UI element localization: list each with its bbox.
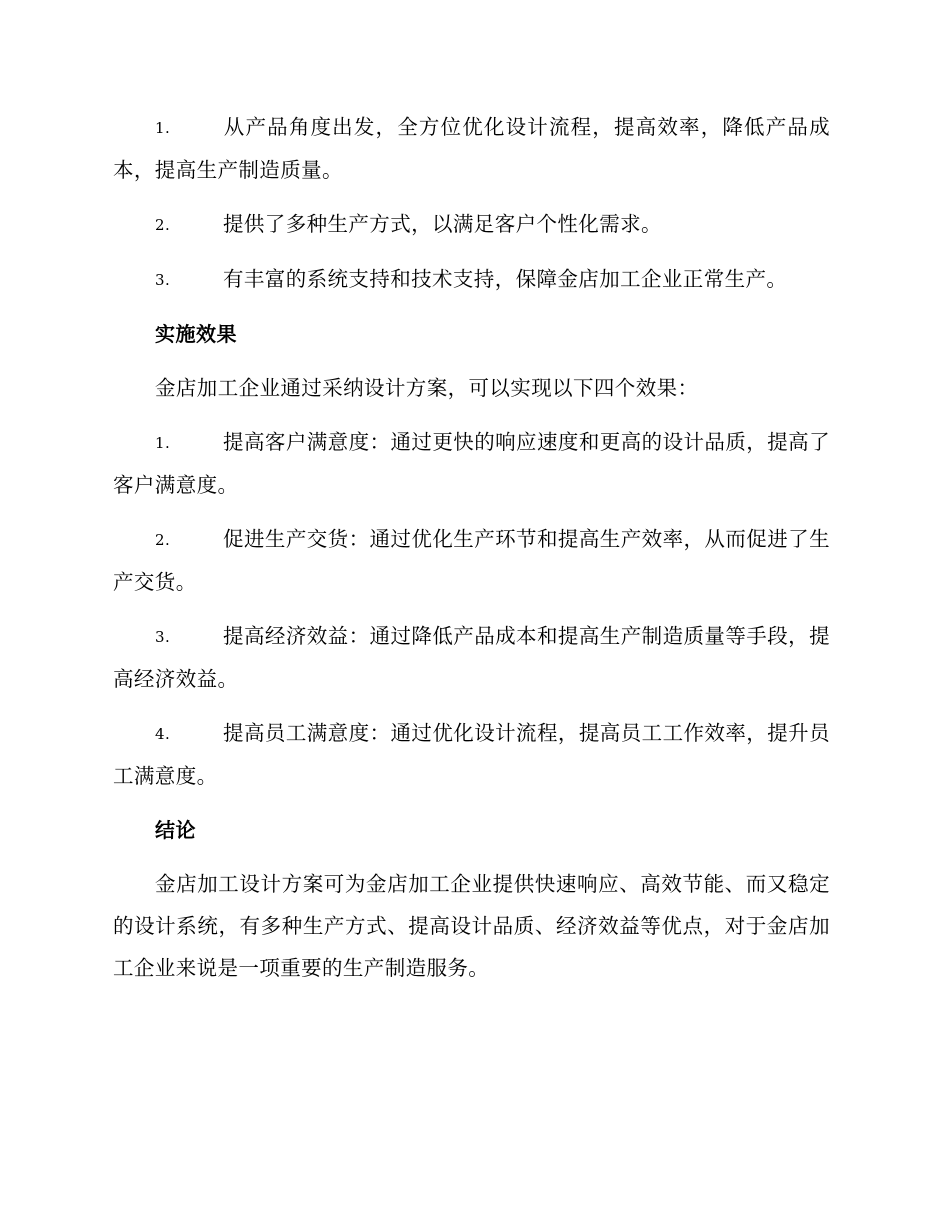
list-item-text: 提供了多种生产方式，以满足客户个性化需求。 <box>223 212 662 236</box>
list-item-text: 提高员工满意度：通过优化设计流程，提高员工工作效率，提升员工满意度。 <box>113 721 830 788</box>
list-item <box>113 712 830 797</box>
list-number: 1. <box>155 119 171 137</box>
list-item <box>113 518 830 603</box>
list-number: 2. <box>155 531 171 549</box>
list-item-text: 有丰富的系统支持和技术支持，保障金店加工企业正常生产。 <box>223 267 788 291</box>
list-item <box>113 615 830 700</box>
list-number: 1. <box>155 434 171 452</box>
list-item-text: 促进生产交货：通过优化生产环节和提高生产效率，从而促进了生产交货。 <box>113 527 830 594</box>
list-item <box>113 106 830 191</box>
list-number: 3. <box>155 628 171 646</box>
list-item-text: 从产品角度出发，全方位优化设计流程，提高效率，降低产品成本，提高生产制造质量。 <box>113 115 830 182</box>
list-item <box>113 258 830 301</box>
list-item-text: 提高经济效益：通过降低产品成本和提高生产制造质量等手段，提高经济效益。 <box>113 624 830 691</box>
conclusion-paragraph: 金店加工设计方案可为金店加工企业提供快速响应、高效节能、而又稳定的设计系统，有多种生产方式、提高设计品质、经济效益等优点，对于金店加工企业来说是一项重要的生产制造服务。 <box>113 872 830 980</box>
list-item-text: 提高客户满意度：通过更快的响应速度和更高的设计品质，提高了客户满意度。 <box>113 430 830 497</box>
list-item <box>113 203 830 246</box>
effects-intro-paragraph: 金店加工企业通过采纳设计方案，可以实现以下四个效果： <box>155 376 699 400</box>
section-heading-conclusion: 结论 <box>155 818 196 842</box>
list-number: 4. <box>155 725 171 743</box>
section-heading-effects: 实施效果 <box>155 322 237 346</box>
list-item <box>113 421 830 506</box>
list-number: 3. <box>155 271 171 289</box>
list-number: 2. <box>155 216 171 234</box>
